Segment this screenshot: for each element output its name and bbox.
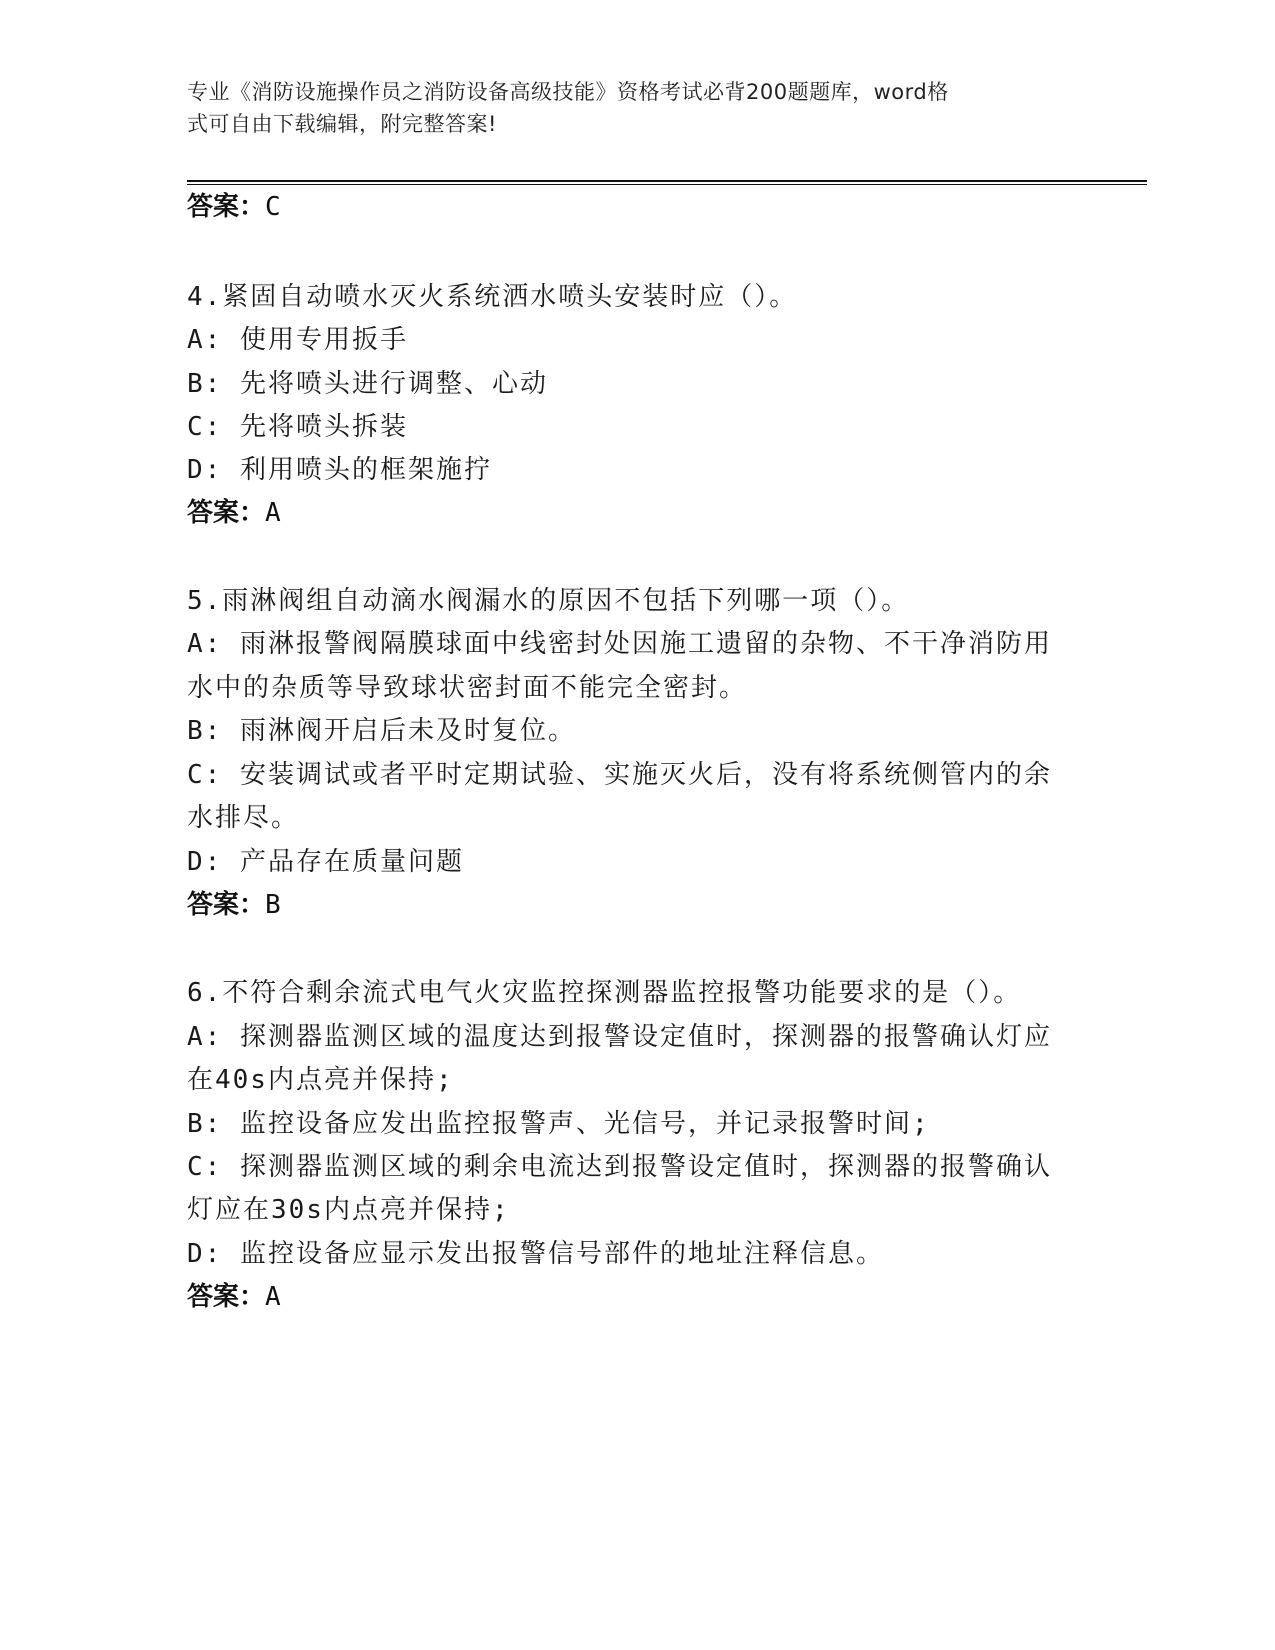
- question-6-answer: [187, 1276, 281, 1313]
- answer-value: A: [265, 1282, 281, 1312]
- question-5-option-d: D: 产品存在质量问题: [187, 847, 464, 877]
- question-5-answer: [187, 884, 281, 921]
- question-6-stem: 6.不符合剩余流式电气火灾监控探测器监控报警功能要求的是（）。: [187, 978, 1022, 1008]
- question-4-option-d: D: 利用喷头的框架施拧: [187, 455, 492, 485]
- answer-label: 答案：: [187, 1282, 266, 1312]
- answer-label: 答案：: [187, 192, 266, 222]
- question-5-option-b: B: 雨淋阀开启后未及时复位。: [187, 716, 576, 746]
- answer-value: A: [265, 498, 281, 528]
- question-4-option-b: B: 先将喷头进行调整、心动: [187, 369, 548, 399]
- question-6-option-c-line-1: C: 探测器监测区域的剩余电流达到报警设定值时，探测器的报警确认: [187, 1152, 1052, 1182]
- question-4-answer: [187, 492, 281, 529]
- answer-label: 答案：: [187, 498, 266, 528]
- answer-value: C: [265, 192, 281, 222]
- question-5-option-a-line-1: A: 雨淋报警阀隔膜球面中线密封处因施工遗留的杂物、不干净消防用: [187, 629, 1052, 659]
- question-5-option-c-line-1: C: 安装调试或者平时定期试验、实施灭火后，没有将系统侧管内的余: [187, 760, 1052, 790]
- header-line-1: 专业《消防设施操作员之消防设备高级技能》资格考试必背200题题库，word格: [187, 80, 949, 104]
- answer-prev: [187, 186, 281, 223]
- question-4-option-c: C: 先将喷头拆装: [187, 412, 408, 442]
- question-6-option-a-line-2: 在40s内点亮并保持;: [187, 1065, 454, 1095]
- question-6-option-d: D: 监控设备应显示发出报警信号部件的地址注释信息。: [187, 1239, 884, 1269]
- question-6-option-c-line-2: 灯应在30s内点亮并保持;: [187, 1195, 510, 1225]
- question-4-option-a: A: 使用专用扳手: [187, 325, 408, 355]
- header-divider-thick: [187, 180, 1147, 182]
- question-5-option-c-line-2: 水排尽。: [187, 803, 300, 833]
- answer-label: 答案：: [187, 890, 266, 920]
- question-5-stem: 5.雨淋阀组自动滴水阀漏水的原因不包括下列哪一项（）。: [187, 586, 910, 616]
- question-6-option-b: B: 监控设备应发出监控报警声、光信号，并记录报警时间;: [187, 1109, 930, 1139]
- question-5-option-a-line-2: 水中的杂质等导致球状密封面不能完全密封。: [187, 673, 748, 703]
- header-line-2: 式可自由下载编辑，附完整答案!: [187, 112, 497, 136]
- header-divider-thin: [187, 184, 1147, 185]
- question-6-option-a-line-1: A: 探测器监测区域的温度达到报警设定值时，探测器的报警确认灯应: [187, 1022, 1052, 1052]
- document-header: [187, 76, 1067, 140]
- answer-value: B: [265, 890, 281, 920]
- question-4-stem: 4.紧固自动喷水灭火系统洒水喷头安装时应（）。: [187, 282, 798, 312]
